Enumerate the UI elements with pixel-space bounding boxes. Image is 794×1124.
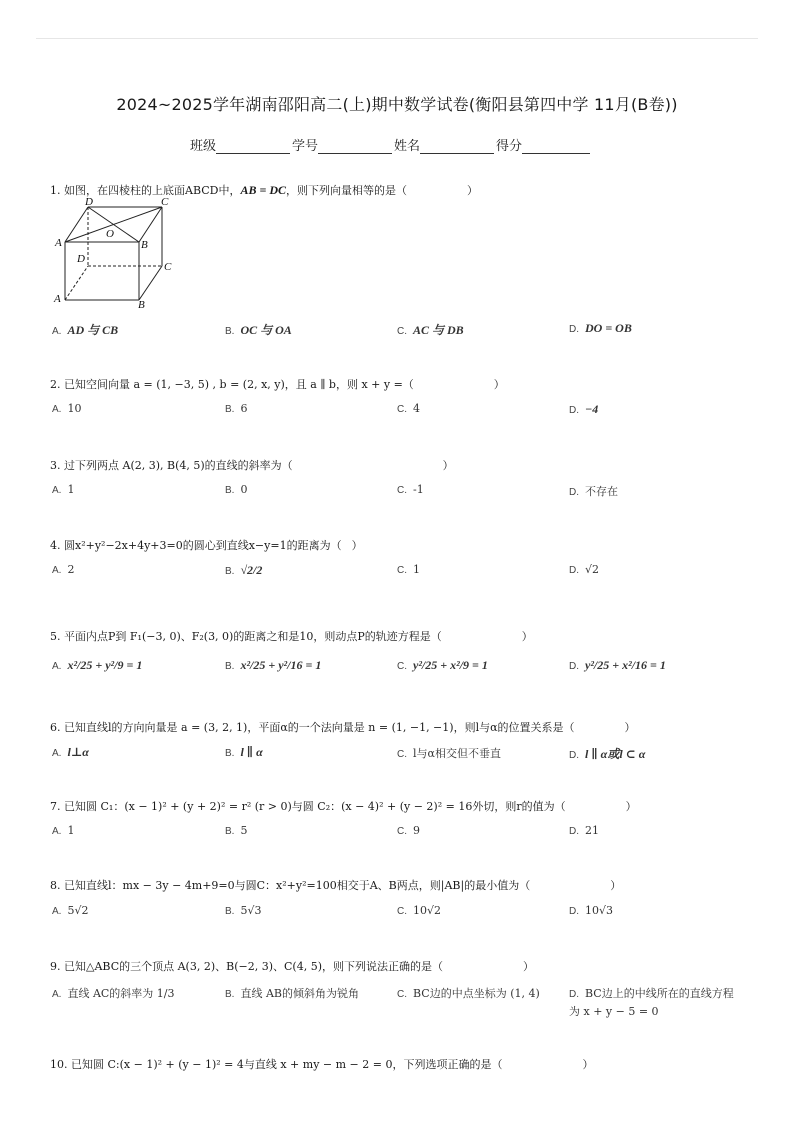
option-b[interactable]: B. l ∥ α xyxy=(225,745,263,759)
question-stem: 已知直线l：mx − 3y − 4m+9=0与圆C：x²+y²=100相交于A、B两点，则|AB|的最小值为（ xyxy=(64,879,531,892)
question-number: 4. xyxy=(50,539,61,552)
question-stem: 已知△ABC的三个顶点 A(3, 2)、B(−2, 3)、C(4, 5)，则下列说法正确的是（ xyxy=(64,960,443,973)
question-close-paren: ） xyxy=(466,184,478,197)
vertex-label: C xyxy=(164,261,172,273)
question-number: 3. xyxy=(50,459,61,472)
option-c[interactable]: C. -1 xyxy=(397,483,424,496)
option-b[interactable]: B. 5 xyxy=(225,824,248,837)
question-stem: 已知直线l的方向向量是 a = (3, 2, 1)，平面α的一个法向量是 n = (1, −1, −1)，则l与α的位置关系是（ xyxy=(64,721,575,734)
option-b[interactable]: B. 直线 AB的倾斜角为锐角 xyxy=(225,987,359,1000)
question-9: 9. 已知△ABC的三个顶点 A(3, 2)、B(−2, 3)、C(4, 5)，则下列说法正确的是（ ） xyxy=(50,960,534,973)
question-number: 2. xyxy=(50,378,61,391)
question-math: AB = DC xyxy=(240,183,286,197)
question-number: 10. xyxy=(50,1058,68,1071)
option-a[interactable]: A. 1 xyxy=(52,824,75,837)
option-d[interactable]: D. BC边上的中线所在的直线方程为 x + y − 5 = 0 xyxy=(569,987,734,1018)
class-label: 班级 xyxy=(190,139,217,154)
option-text: AC 与 DB xyxy=(413,323,464,337)
question-stem: 平面内点P到 F₁(−3, 0)、F₂(3, 0)的距离之和是10，则动点P的轨迹方程是（ xyxy=(64,630,442,643)
option-c[interactable]: C. 9 xyxy=(397,824,420,837)
score-blank[interactable] xyxy=(522,139,590,154)
student-id-label: 学号 xyxy=(292,139,319,154)
score-label: 得分 xyxy=(496,139,523,154)
option-d[interactable]: D. DO = OB xyxy=(569,321,632,335)
student-info-line xyxy=(190,135,592,154)
edge xyxy=(139,266,162,300)
vertex-label: C xyxy=(161,196,169,208)
top-rule xyxy=(36,38,758,39)
edge xyxy=(139,207,162,242)
question-number: 9. xyxy=(50,960,61,973)
option-c[interactable]: C. y²/25 + x²/9 = 1 xyxy=(397,658,488,672)
option-a[interactable]: A. 10 xyxy=(52,402,82,415)
name-label: 姓名 xyxy=(394,139,421,154)
option-c[interactable]: C. 4 xyxy=(397,402,420,415)
vertex-label: A xyxy=(55,237,62,249)
option-a[interactable]: A. x²/25 + y²/9 = 1 xyxy=(52,658,143,672)
vertex-label: D xyxy=(77,253,85,265)
question-stem: 已知圆 C₁：(x − 1)² + (y + 2)² = r² (r > 0)与圆 C₂：(x − 4)² + (y − 2)² = 16外切，则r的值为（ xyxy=(64,800,566,813)
page-title: 2024~2025学年湖南邵阳高二(上)期中数学试卷(衡阳县第四中学 11月(B卷)) xyxy=(116,95,678,114)
question-stem: 过下列两点 A(2, 3), B(4, 5)的直线的斜率为（ xyxy=(64,459,293,472)
vertex-label: O xyxy=(106,228,114,240)
edge xyxy=(65,207,88,242)
question-8: 8. 已知直线l：mx − 3y − 4m+9=0与圆C：x²+y²=100相交于A、B两点，则|AB|的最小值为（ ） xyxy=(50,879,622,892)
option-b[interactable]: B. OC 与 OA xyxy=(225,323,292,337)
question-number: 7. xyxy=(50,800,61,813)
option-b[interactable]: B. √2/2 xyxy=(225,563,263,577)
question-7: 7. 已知圆 C₁：(x − 1)² + (y + 2)² = r² (r > 0)与圆 C₂：(x − 4)² + (y − 2)² = 16外切，则r的值为（ ） xyxy=(50,800,637,813)
option-a[interactable]: A. 1 xyxy=(52,483,75,496)
option-c[interactable]: C. AC 与 DB xyxy=(397,323,464,337)
option-d[interactable]: D. √2 xyxy=(569,563,600,576)
option-a[interactable]: A. AD 与 CB xyxy=(52,323,119,337)
option-b[interactable]: B. 5√3 xyxy=(225,904,262,917)
question-stem: 已知空间向量 a = (1, −3, 5) , b = (2, x, y)，且 a ∥ b，则 x + y =（ xyxy=(64,378,414,391)
question-stem-tail: ，则下列向量相等的是（ xyxy=(285,184,407,197)
option-text: DO = OB xyxy=(585,321,632,335)
question-10: 10. 已知圆 C:(x − 1)² + (y − 1)² = 4与直线 x + my − m − 2 = 0，下列选项正确的是（ ） xyxy=(50,1058,594,1071)
question-stem: 如图，在四棱柱的上底面ABCD中， xyxy=(64,184,241,197)
question-4: 4. 圆x²+y²−2x+4y+3=0的圆心到直线x−y=1的距离为（ ） xyxy=(50,539,363,552)
option-text: AD 与 CB xyxy=(67,323,119,337)
question-stem: 已知圆 C:(x − 1)² + (y − 1)² = 4与直线 x + my − m − 2 = 0，下列选项正确的是（ xyxy=(71,1058,503,1071)
question-number: 1. xyxy=(50,184,61,197)
question-stem: 圆x²+y²−2x+4y+3=0的圆心到直线x−y=1的距离为（ xyxy=(64,539,342,552)
prism-figure xyxy=(50,196,180,311)
option-b[interactable]: B. x²/25 + y²/16 = 1 xyxy=(225,658,322,672)
option-a[interactable]: A. 直线 AC的斜率为 1/3 xyxy=(52,987,175,1000)
question-number: 6. xyxy=(50,721,61,734)
option-d[interactable]: D. −4 xyxy=(569,402,599,416)
name-blank[interactable] xyxy=(420,139,494,154)
vertex-label: D xyxy=(85,196,93,208)
class-blank[interactable] xyxy=(216,139,290,154)
option-d[interactable]: D. l ∥ α或l ⊂ α xyxy=(569,747,646,761)
option-d[interactable]: D. 不存在 xyxy=(569,485,618,498)
question-number: 8. xyxy=(50,879,61,892)
vertex-label: B xyxy=(138,299,145,311)
option-c[interactable]: C. l与α相交但不垂直 xyxy=(397,747,501,760)
option-b[interactable]: B. 0 xyxy=(225,483,248,496)
question-3: 3. 过下列两点 A(2, 3), B(4, 5)的直线的斜率为（ ） xyxy=(50,459,454,472)
option-c[interactable]: C. BC边的中点坐标为 (1, 4) xyxy=(397,987,540,1000)
option-b[interactable]: B. 6 xyxy=(225,402,248,415)
vertex-label: B xyxy=(141,239,148,251)
option-a[interactable]: A. 5√2 xyxy=(52,904,89,917)
question-number: 5. xyxy=(50,630,61,643)
question-5: 5. 平面内点P到 F₁(−3, 0)、F₂(3, 0)的距离之和是10，则动点P的轨迹方程是（ ） xyxy=(50,630,533,643)
option-d[interactable]: D. 21 xyxy=(569,824,599,837)
option-a[interactable]: A. 2 xyxy=(52,563,75,576)
student-id-blank[interactable] xyxy=(318,139,392,154)
option-text: OC 与 OA xyxy=(240,323,292,337)
vertex-label: A xyxy=(54,293,61,305)
option-d[interactable]: D. 10√3 xyxy=(569,904,614,917)
option-a[interactable]: A. l⊥α xyxy=(52,745,89,759)
question-2: 2. 已知空间向量 a = (1, −3, 5) , b = (2, x, y)，且 a ∥ b，则 x + y =（ ） xyxy=(50,378,505,391)
question-6: 6. 已知直线l的方向向量是 a = (3, 2, 1)，平面α的一个法向量是 n = (1, −1, −1)，则l与α的位置关系是（ ） xyxy=(50,721,636,734)
option-d[interactable]: D. y²/25 + x²/16 = 1 xyxy=(569,658,666,672)
option-c[interactable]: C. 10√2 xyxy=(397,904,442,917)
hidden-edge xyxy=(65,266,88,300)
option-c[interactable]: C. 1 xyxy=(397,563,420,576)
